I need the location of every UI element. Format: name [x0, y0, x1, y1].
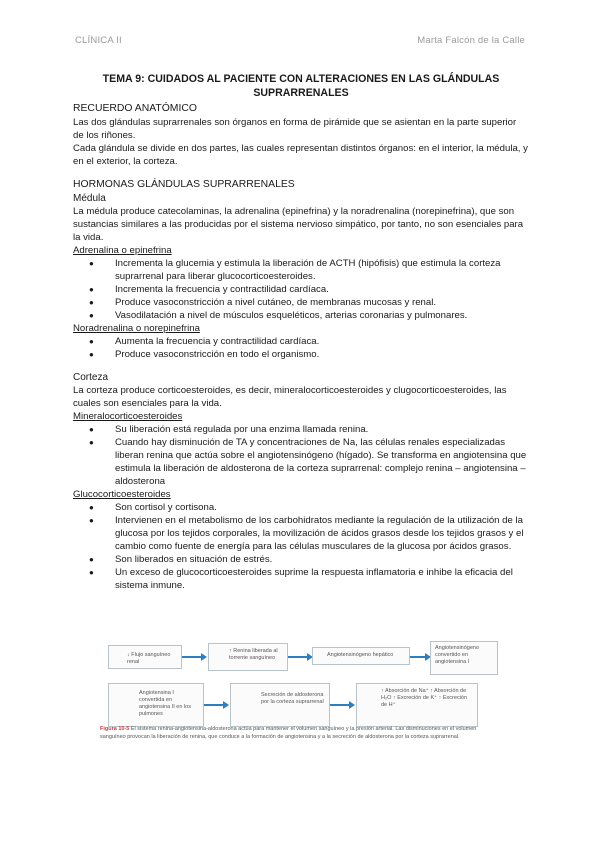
header-course: CLÍNICA II	[75, 35, 122, 46]
figure-box-kidney-effects: ↑ Absorción de Na⁺ ↑ Absorción de H₂O ↑ Excreción de K⁺ ↑ Excreción de H⁺	[356, 683, 478, 727]
figure-box-angiotensin-i: Angiotensinógeno convertido en angiotensina I	[430, 641, 498, 675]
medula-label: Médula	[73, 193, 106, 204]
title-line-1: TEMA 9: CUIDADOS AL PACIENTE CON ALTERACIONES EN LAS GLÁNDULAS	[102, 73, 500, 85]
anatomy-paragraph-1: Las dos glándulas suprarrenales son órganos en forma de pirámide que se asientan en la parte superior de los riñones.	[73, 117, 517, 141]
section-heading-hormones: HORMONAS GLÁNDULAS SUPRARRENALES	[73, 179, 295, 190]
list-item: ● Son liberados en situación de estrés.	[73, 553, 529, 566]
medula-paragraph: La médula produce catecolaminas, la adrenalina (epinefrina) y la noradrenalina (norepinefrina), que son sustancias similares a las producidas por el sistema nervioso simpático, por tanto, no son esenciales para la vida.	[73, 206, 524, 243]
figure-caption	[100, 726, 500, 741]
corteza-paragraph: La corteza produce corticoesteroides, es decir, mineralocorticoesteroides y clugocorticoesteroides, las cuales son esenciales para la vida.	[73, 385, 507, 409]
mineralocorticoids-label: Mineralocorticoesteroides	[73, 411, 183, 422]
list-item: ● Aumenta la frecuencia y contractilidad cardíaca.	[73, 335, 529, 348]
figure-caption-text: El sistema renina-angiotensina-aldosterona actúa para mantener el volumen sanguíneo y la presión arterial. Las disminuciones en el volumen sanguíneo provocan la liberación de renina, que conduce a la formación de angiotensina y a la secreción de aldosterona por la corteza suprarrenal.	[100, 726, 477, 740]
figure-box-aldosterone: Secreción de aldosterona por la corteza suprarrenal	[230, 683, 330, 727]
list-item: ● Son cortisol y cortisona.	[73, 501, 529, 514]
flow-arrow	[288, 656, 308, 658]
list-item: ● Produce vasoconstricción en todo el organismo.	[73, 348, 529, 361]
flow-arrow	[330, 704, 350, 706]
list-item: ● Intervienen en el metabolismo de los carbohidratos mediante la regulación de la utilización de la glucosa por los tejidos corporales, la movilización de ácidos grasos desde los tejidos grasos y el cambio como fuente de energía para las células musculares de la glucosa por ácidos grasos.	[73, 514, 529, 553]
mineralocorticoids-list	[73, 423, 529, 488]
list-item: ● Incrementa la frecuencia y contractilidad cardíaca.	[73, 283, 529, 296]
list-item: ● Un exceso de glucocorticoesteroides suprime la respuesta inflamatoria e inhibe la eficacia del sistema inmune.	[73, 566, 529, 592]
anatomy-paragraph-2: Cada glándula se divide en dos partes, las cuales representan distintos órganos: en el interior, la médula, y en el exterior, la corteza.	[73, 143, 528, 167]
list-item: ● Su liberación está regulada por una enzima llamada renina.	[73, 423, 529, 436]
list-item: ● Incrementa la glucemia y estimula la liberación de ACTH (hipófisis) que estimula la corteza suprarrenal para liberar glucocorticoesteroides.	[73, 257, 529, 283]
flow-arrow	[182, 656, 202, 658]
corteza-label: Corteza	[73, 372, 109, 383]
adrenalina-list	[73, 257, 529, 322]
figure-caption-label: Figura 10-5	[100, 726, 130, 732]
adrenalina-label: Adrenalina o epinefrina	[73, 245, 172, 256]
glucocorticoids-list	[73, 501, 529, 592]
figure-box-renin: ↑ Renina liberada al torrente sanguíneo	[208, 643, 288, 671]
header-author: Marta Falcón de la Calle	[417, 35, 525, 46]
list-item: ● Produce vasoconstricción a nivel cutáneo, de membranas mucosas y renal.	[73, 296, 529, 309]
document-body	[73, 72, 529, 592]
section-heading-anatomy: RECUERDO ANATÓMICO	[73, 103, 197, 114]
glucocorticoids-label: Glucocorticoesteroides	[73, 489, 171, 500]
list-item: ● Cuando hay disminución de TA y concentraciones de Na, las células renales especializadas liberan renina que actúa sobre el angiotensinógeno (hígado). Se transforma en angiotensina que estimula la liberación de aldosterona de la corteza suprarrenal: complejo renina – angiotensina – aldosterona	[73, 436, 529, 488]
list-item: ● Vasodilatación a nivel de músculos esqueléticos, arterias coronarias y pulmonares.	[73, 309, 529, 322]
noradrenalina-label: Noradrenalina o norepinefrina	[73, 323, 200, 334]
page-header	[75, 35, 525, 49]
page-title	[73, 72, 529, 100]
title-line-2: SUPRARRENALES	[253, 87, 349, 99]
figure-box-lungs: Angiotensina I convertida en angiotensina II en los pulmones	[108, 683, 204, 727]
figure-box-angiotensinogen: Angiotensinógeno hepático	[312, 647, 410, 665]
flow-arrow	[204, 704, 224, 706]
figure-box-blood-flow: ↓ Flujo sanguíneo renal	[108, 645, 182, 669]
noradrenalina-list	[73, 335, 529, 361]
flow-arrow	[410, 656, 426, 658]
